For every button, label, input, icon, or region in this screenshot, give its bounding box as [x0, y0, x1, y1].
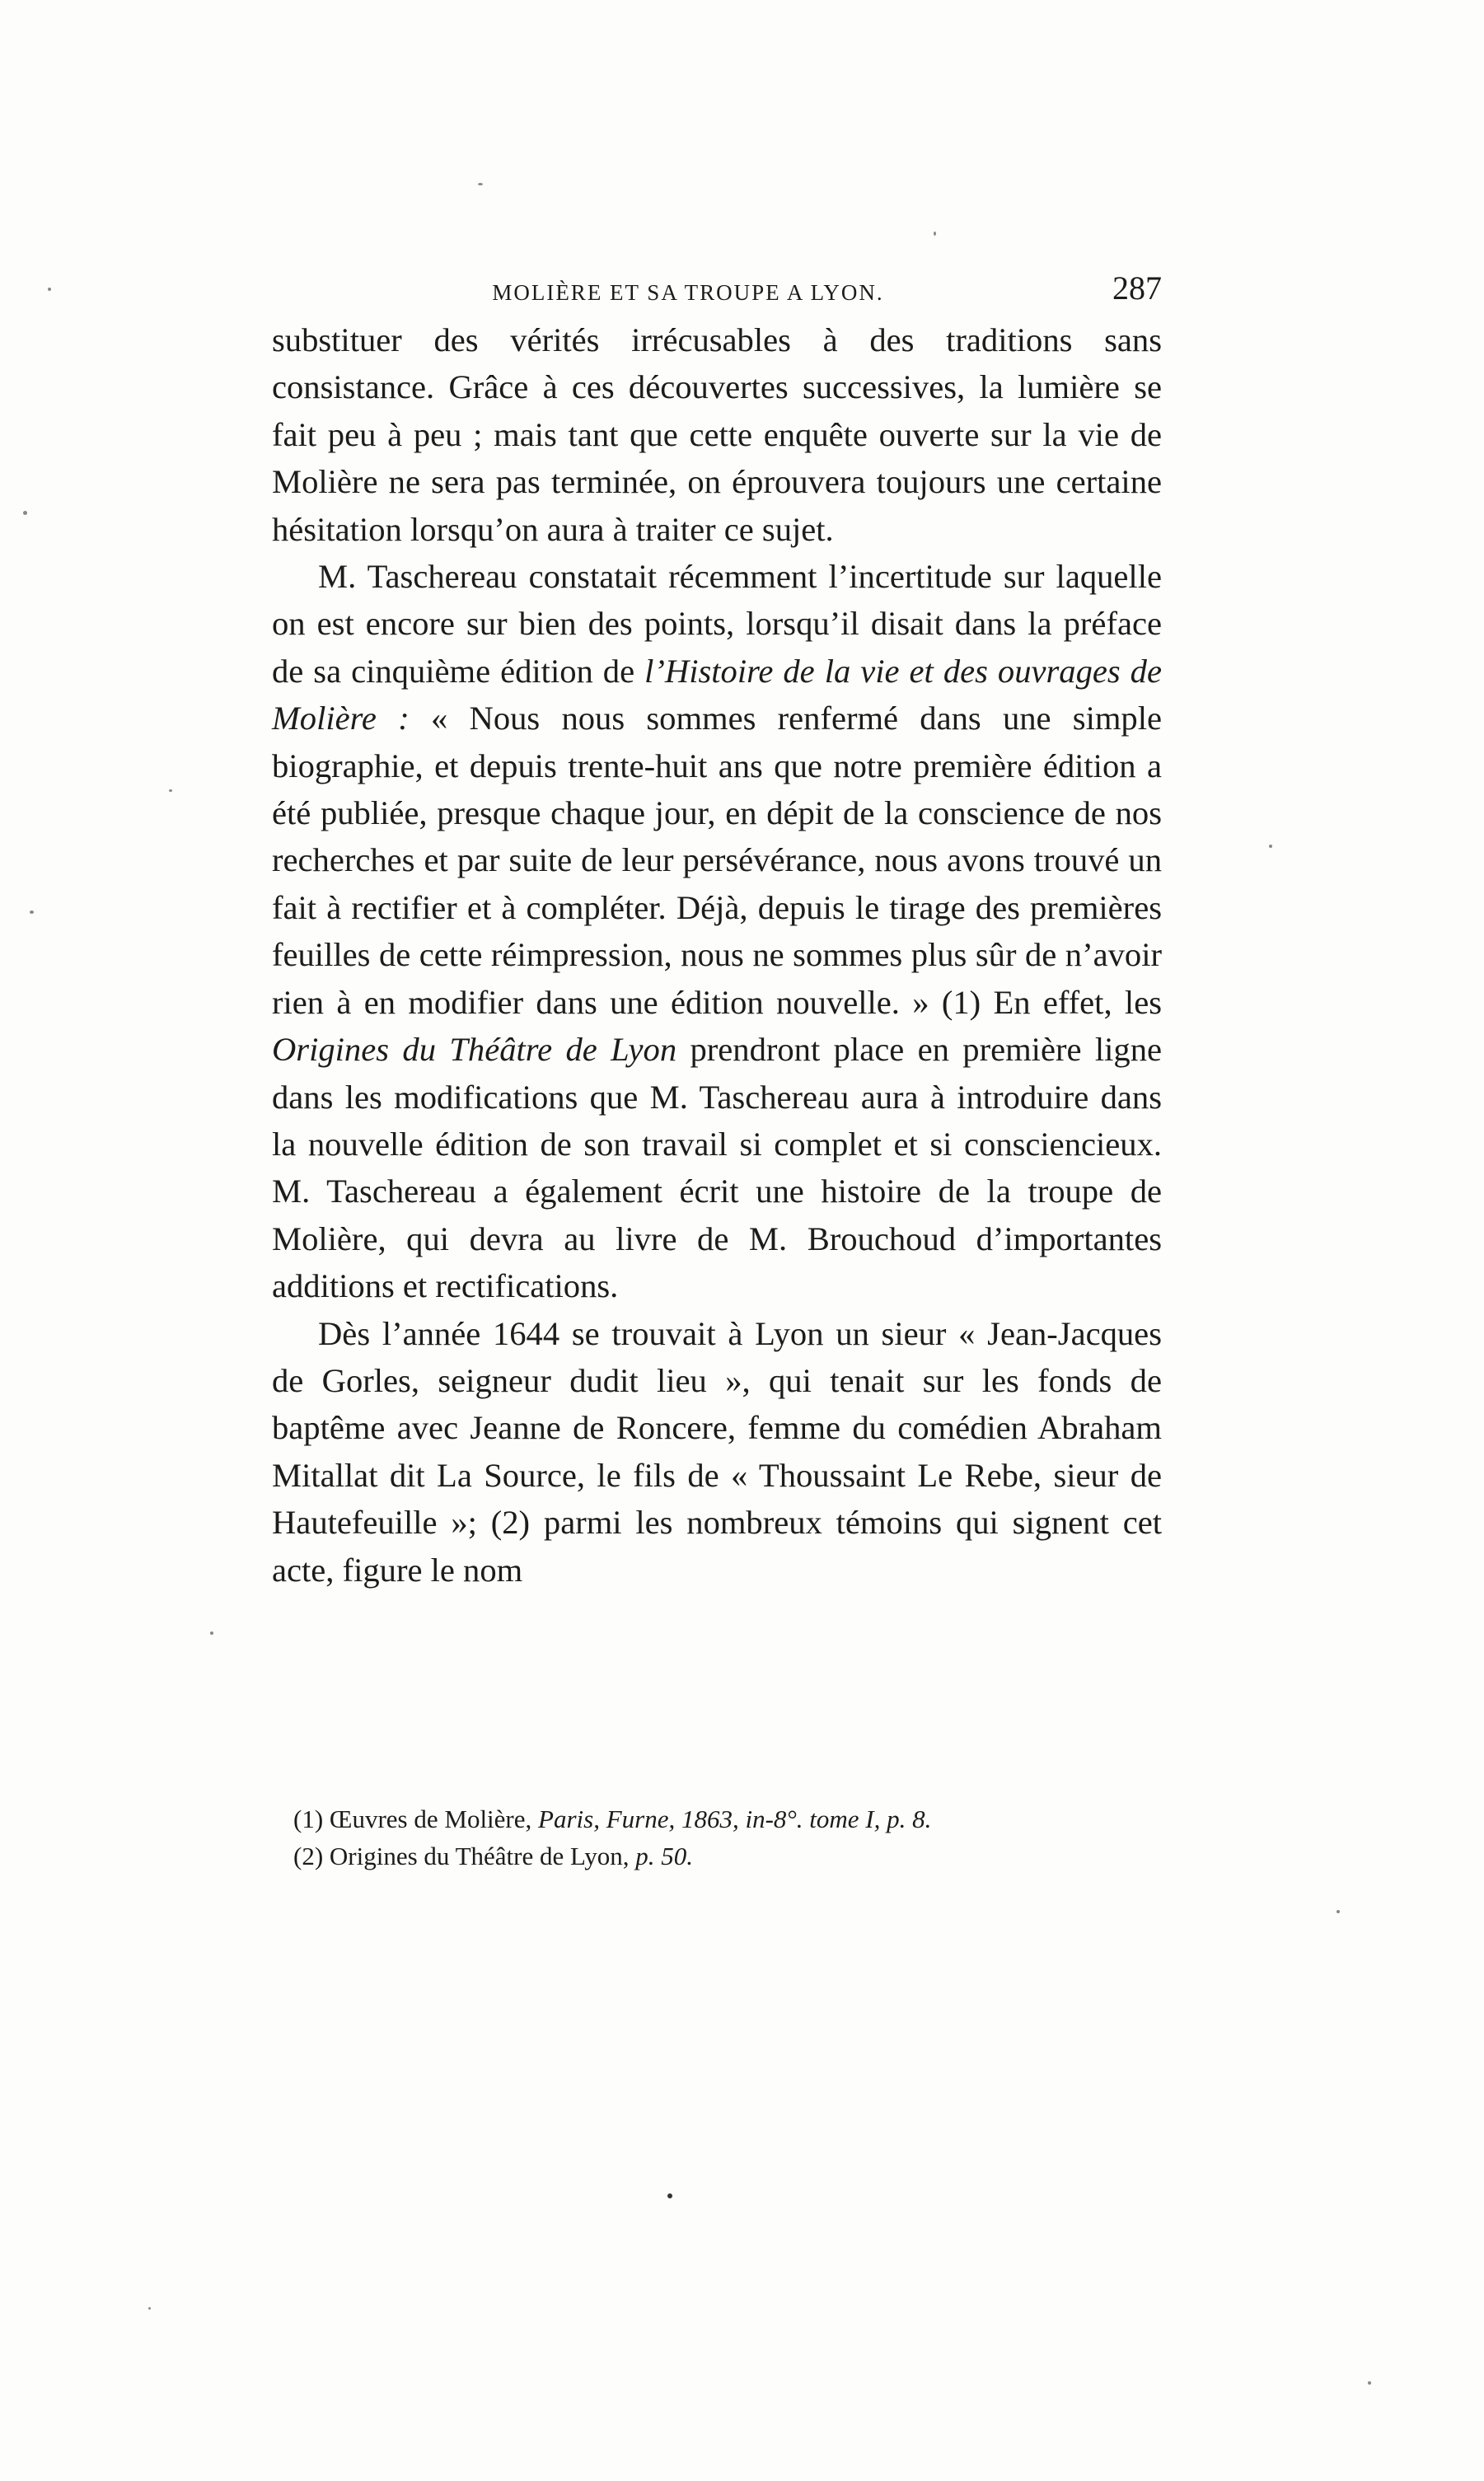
scan-speck [478, 183, 483, 185]
footnotes [293, 1800, 1167, 1875]
scan-speck [1368, 2381, 1371, 2385]
footnote-text: Œuvres de Molière, [329, 1805, 532, 1833]
page-header [272, 269, 1162, 310]
footnote-marker: (1) [293, 1805, 324, 1833]
scan-speck [23, 511, 27, 515]
page-number: 287 [1112, 269, 1162, 307]
scan-speck [169, 789, 172, 792]
scan-speck [30, 910, 34, 914]
paragraph-3: Dès l’année 1644 se trouvait à Lyon un sieur « Jean-Jacques de Gorles, seigneur dudit lieu », qui tenait sur les fonds de baptême avec Jeanne de Roncere, femme du comédien Abraham Mitallat dit La Source, le fils de « Thoussaint Le Rebe, sieur de Hautefeuille »; (2) parmi les nombreux témoins qui signent cet acte, figure le nom [272, 1314, 1162, 1589]
scan-speck [1269, 845, 1272, 848]
paragraph-2-part-b: « Nous nous sommes renfermé dans une simple biographie, et depuis trente-huit ans que notre première édition a été publiée, presque chaque jour, en dépit de la conscience de nos recherches et par suite de leur persévérance, nous avons trouvé un fait à rectifier et à compléter. Déjà, depuis le tirage des premières feuilles de cette réimpression, nous ne sommes plus sûr de n’avoir rien à en modifier dans une édition nouvelle. » (1) En effet, les [272, 700, 1162, 1021]
paragraph-2 [272, 553, 1162, 1310]
footnote-text: Origines du Théâtre de Lyon, [329, 1842, 630, 1870]
footnote-1 [293, 1800, 1167, 1837]
footnote-marker: (2) [293, 1842, 324, 1870]
paragraph-2-part-a: M. Taschereau constatait récemment l’incertitude sur laquelle on est encore sur bien des points, lorsqu’il disait dans la préface de sa cinquième édition de [272, 558, 1162, 690]
book-title-origines: Origines du Théâtre de Lyon [272, 1031, 677, 1069]
book-title-histoire: l’Histoire de la vie et des ouvrages de Molière : [272, 652, 1162, 737]
scan-speck [667, 2193, 672, 2198]
scan-speck [1337, 1910, 1340, 1913]
scan-speck [934, 232, 936, 236]
footnote-citation: p. 50. [635, 1842, 693, 1870]
scan-speck [210, 1631, 213, 1635]
running-title: MOLIÈRE ET SA TROUPE A LYON. [492, 280, 884, 305]
scan-speck [48, 288, 51, 291]
paragraph-1: substituer des vérités irrécusables à des traditions sans consistance. Grâce à ces découvertes successives, la lumière se fait peu à peu ; mais tant que cette enquête ouverte sur la vie de Molière ne sera pas terminée, on éprouvera toujours une certaine hésitation lorsqu’on aura à traiter ce sujet. [272, 321, 1162, 548]
paragraph-2-part-c: prendront place en première ligne dans les modifications que M. Taschereau aura à introduire dans la nouvelle édition de son travail si complet et si consciencieux. M. Taschereau a également écrit une histoire de la troupe de Molière, qui devra au livre de M. Brouchoud d’importantes additions et rectifications. [272, 1031, 1162, 1305]
footnote-2 [293, 1837, 1167, 1875]
body-text [272, 316, 1162, 1594]
footnote-citation: Paris, Furne, 1863, in-8°. tome I, p. 8. [538, 1805, 932, 1833]
scan-speck [148, 2307, 151, 2310]
